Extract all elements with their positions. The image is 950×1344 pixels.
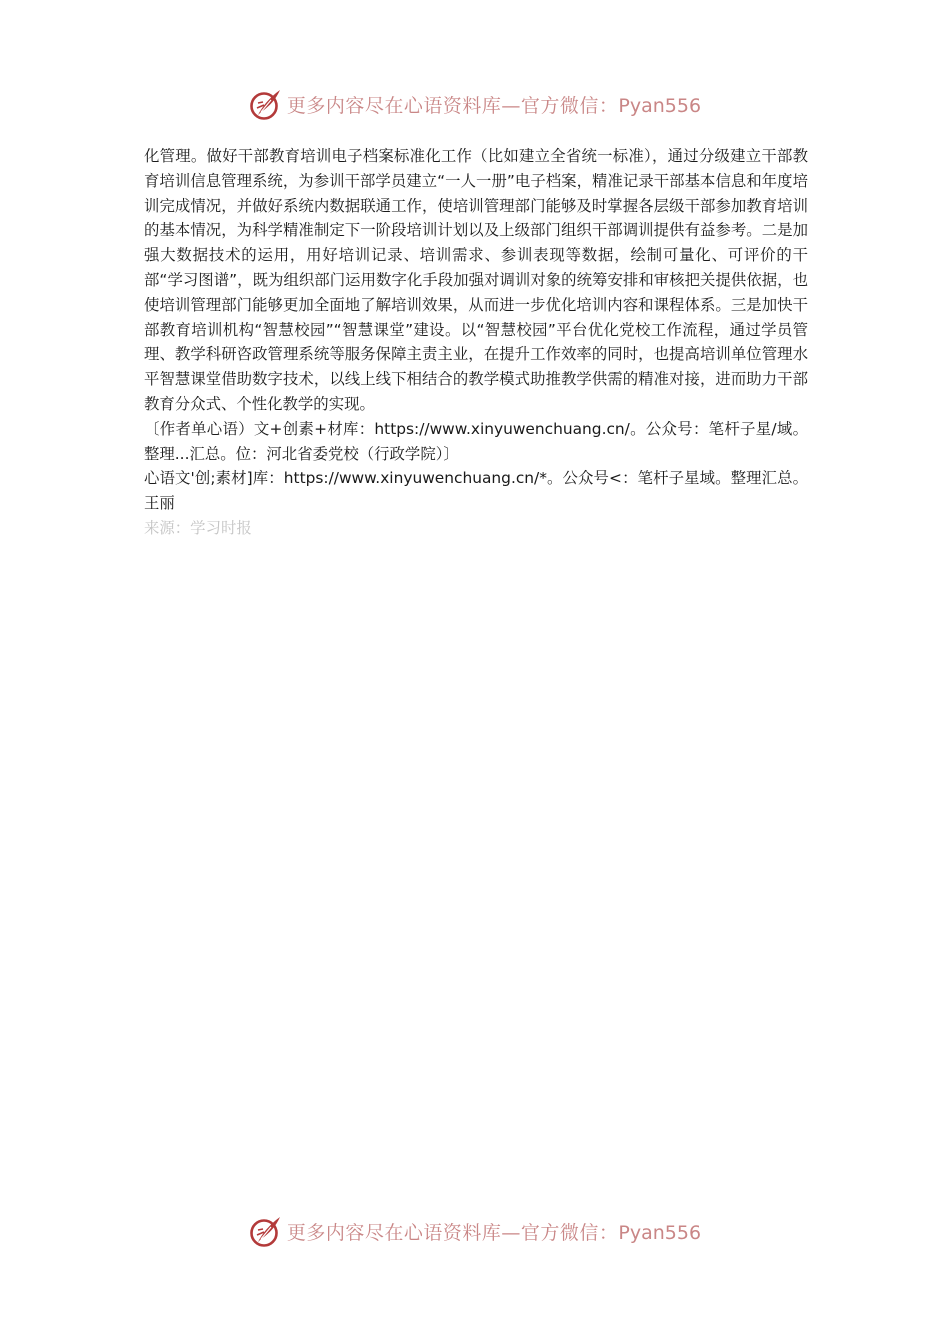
- watermark-banner-bottom: [0, 1211, 950, 1251]
- document-body: [144, 144, 808, 541]
- quill-logo-icon: [249, 87, 283, 121]
- note-paragraph: 心语文'创;素材]库：https://www.xinyuwenchuang.cn/*。公众号<：笔杆子星域。整理汇总。王丽: [144, 469, 808, 513]
- watermark-handle: Pyan556: [618, 1221, 702, 1244]
- watermark-text: 更多内容尽在心语资料库—官方微信：Pyan556: [286, 94, 702, 117]
- watermark-text: 更多内容尽在心语资料库—官方微信：Pyan556: [286, 1221, 702, 1244]
- watermark-banner-top: [0, 84, 950, 124]
- watermark-handle: Pyan556: [618, 94, 702, 117]
- body-paragraph: 化管理。做好干部教育培训电子档案标准化工作（比如建立全省统一标准），通过分级建立干部教育培训信息管理系统，为参训干部学员建立“一人一册”电子档案，精准记录干部基本信息和年度培训完成情况，并做好系统内数据联通工作，使培训管理部门能够及时掌握各层级干部参加教育培训的基本情况，为科学精准制定下一阶段培训计划以及上级部门组织干部调训提供有益参考。二是加强大数据技术的运用，用好培训记录、培训需求、参训表现等数据，绘制可量化、可评价的干部“学习图谱”，既为组织部门运用数字化手段加强对调训对象的统筹安排和审核把关提供依据，也使培训管理部门能够更加全面地了解培训效果，从而进一步优化培训内容和课程体系。三是加快干部教育培训机构“智慧校园”“智慧课堂”建设。以“智慧校园”平台优化党校工作流程，通过学员管理、教学科研咨政管理系统等服务保障主责主业，在提升工作效率的同时，也提高培训单位管理水平智慧课堂借助数字技术，以线上线下相结合的教学模式助推教学供需的精准对接，进而助力干部教育分众式、个性化教学的实现。: [144, 147, 808, 413]
- author-paragraph: 〔作者单心语）文+创素+材库：https://www.xinyuwenchuang.cn/。公众号：笔杆子星/域。整理...汇总。位：河北省委党校（行政学院）〕: [144, 419, 808, 463]
- quill-logo-icon: [249, 1214, 283, 1248]
- source-line: 来源：学习时报: [144, 518, 252, 537]
